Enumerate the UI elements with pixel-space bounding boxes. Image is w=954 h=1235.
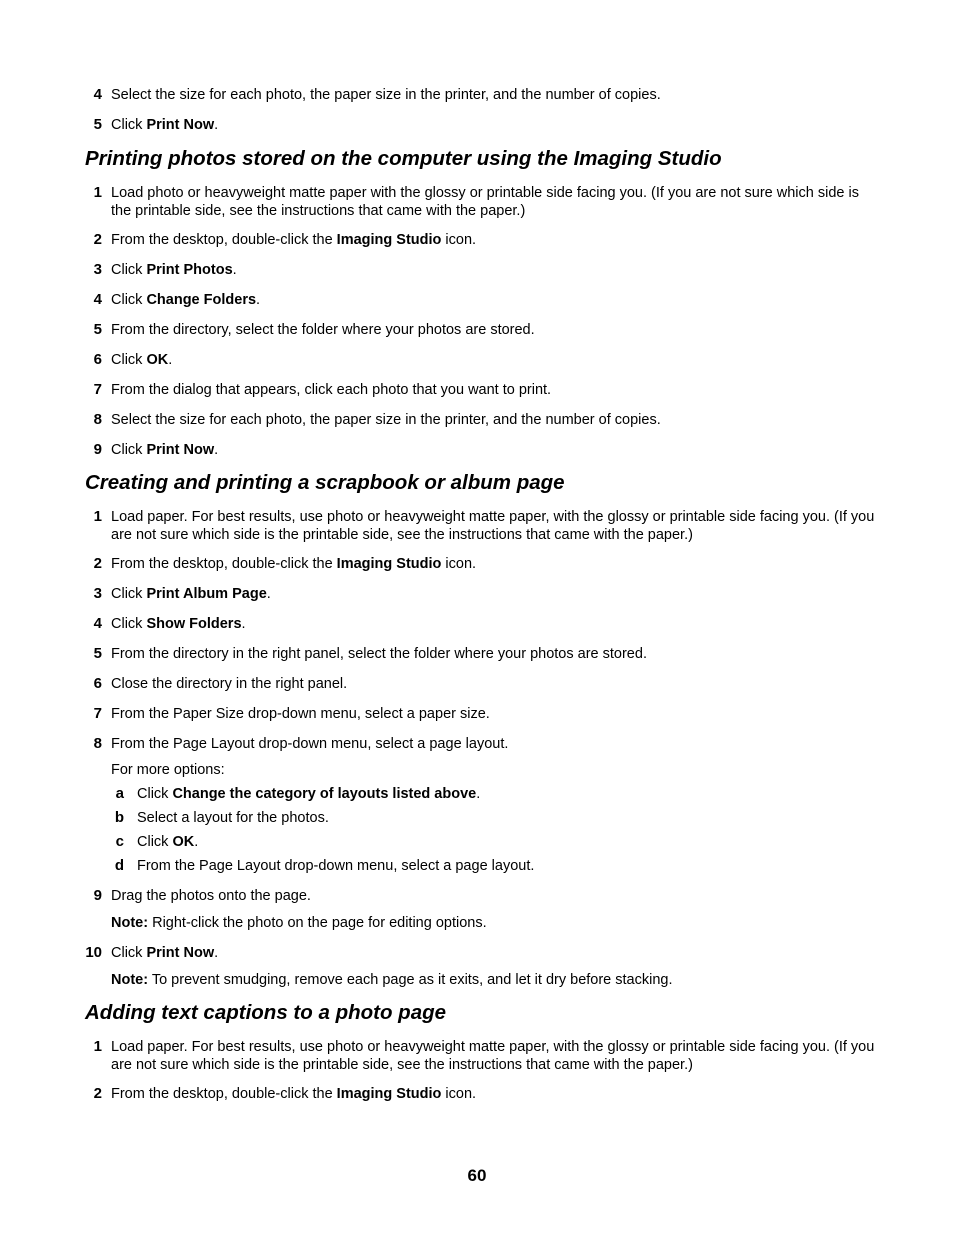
step-number: 2: [93, 555, 102, 572]
step-number: 6: [93, 351, 102, 368]
step-text: Drag the photos onto the page.: [111, 888, 311, 904]
section-heading: Creating and printing a scrapbook or album page: [85, 471, 565, 494]
substep-letter: c: [115, 833, 124, 850]
step-text: Load photo or heavyweight matte paper with the glossy or printable side facing you. (If you are not sure which side is the printable side, see the instructions that came with the paper.): [111, 185, 859, 219]
step-text: Select the size for each photo, the paper size in the printer, and the number of copies.: [111, 87, 661, 103]
section-heading: Adding text captions to a photo page: [85, 1001, 447, 1024]
step-number: 1: [93, 508, 102, 525]
step-text: Close the directory in the right panel.: [111, 676, 348, 692]
note: Note: Right-click the photo on the page for editing options.: [111, 915, 487, 931]
section-heading: Printing photos stored on the computer using the Imaging Studio: [85, 147, 722, 170]
step-text: From the Paper Size drop-down menu, select a paper size.: [111, 706, 490, 722]
step-text: Click Print Now.: [111, 442, 219, 458]
step-number: 1: [93, 1038, 102, 1055]
ui-term: OK: [172, 834, 195, 850]
step-number: 4: [93, 86, 102, 103]
step-number: 5: [93, 645, 102, 662]
step-text: From the dialog that appears, click each photo that you want to print.: [111, 382, 552, 398]
note: Note: To prevent smudging, remove each page as it exits, and let it dry before stacking.: [111, 972, 673, 988]
step-number: 7: [93, 705, 102, 722]
step-text: From the directory, select the folder where your photos are stored.: [111, 322, 535, 338]
more-options-label: For more options:: [111, 762, 225, 778]
substep-text: Click OK.: [137, 834, 199, 850]
step-number: 6: [93, 675, 102, 692]
page-number: 60: [467, 1166, 487, 1185]
step-number: 5: [93, 321, 102, 338]
step-text: From the desktop, double-click the Imaging Studio icon.: [111, 556, 477, 572]
note-label: Note:: [111, 915, 149, 931]
step-number: 8: [93, 411, 102, 428]
step-text: Click Show Folders.: [111, 616, 246, 632]
step-text: Click Print Photos.: [111, 262, 237, 278]
substep-letter: a: [115, 785, 124, 802]
ui-term: Print Album Page: [146, 586, 267, 602]
ui-term: Print Photos: [146, 262, 233, 278]
step-number: 10: [85, 944, 102, 961]
step-number: 9: [93, 441, 102, 458]
substep-text: From the Page Layout drop-down menu, select a page layout.: [137, 858, 535, 874]
step-number: 3: [93, 585, 102, 602]
step-number: 2: [93, 231, 102, 248]
ui-term: Change Folders: [146, 292, 257, 308]
step-text: Click Print Album Page.: [111, 586, 271, 602]
step-number: 3: [93, 261, 102, 278]
ui-term: Print Now: [146, 945, 215, 961]
step-number: 4: [93, 291, 102, 308]
step-number: 9: [93, 887, 102, 904]
step-text: From the Page Layout drop-down menu, select a page layout.: [111, 736, 509, 752]
step-number: 8: [93, 735, 102, 752]
step-text: From the desktop, double-click the Imaging Studio icon.: [111, 232, 477, 248]
ui-term: Imaging Studio: [336, 556, 442, 572]
step-text: From the directory in the right panel, select the folder where your photos are stored.: [111, 646, 647, 662]
note-label: Note:: [111, 972, 149, 988]
step-number: 4: [93, 615, 102, 632]
substep-letter: b: [114, 809, 124, 826]
step-text: Click Print Now.: [111, 945, 219, 961]
ui-term: Imaging Studio: [336, 232, 442, 248]
ui-term: Change the category of layouts listed above: [172, 786, 477, 802]
ui-term: OK: [146, 352, 169, 368]
step-number: 5: [93, 116, 102, 133]
step-text: Load paper. For best results, use photo or heavyweight matte paper, with the glossy or printable side facing you. (If you are not sure which side is the printable side, see the instructions that came with the paper.): [111, 1039, 875, 1073]
ui-term: Show Folders: [146, 616, 242, 632]
step-number: 2: [93, 1085, 102, 1102]
step-text: Select the size for each photo, the paper size in the printer, and the number of copies.: [111, 412, 661, 428]
ui-term: Print Now: [146, 117, 215, 133]
substep-letter: d: [114, 857, 124, 874]
step-number: 1: [93, 184, 102, 201]
substep-text: Click Change the category of layouts listed above.: [137, 786, 481, 802]
step-text: Click Print Now.: [111, 117, 219, 133]
step-number: 7: [93, 381, 102, 398]
ui-term: Print Now: [146, 442, 215, 458]
step-text: Click Change Folders.: [111, 292, 261, 308]
substep-text: Select a layout for the photos.: [137, 810, 329, 826]
step-text: From the desktop, double-click the Imaging Studio icon.: [111, 1086, 477, 1102]
ui-term: Imaging Studio: [336, 1086, 442, 1102]
step-text: Load paper. For best results, use photo or heavyweight matte paper, with the glossy or printable side facing you. (If you are not sure which side is the printable side, see the instructions that came with the paper.): [111, 509, 875, 543]
step-text: Click OK.: [111, 352, 173, 368]
